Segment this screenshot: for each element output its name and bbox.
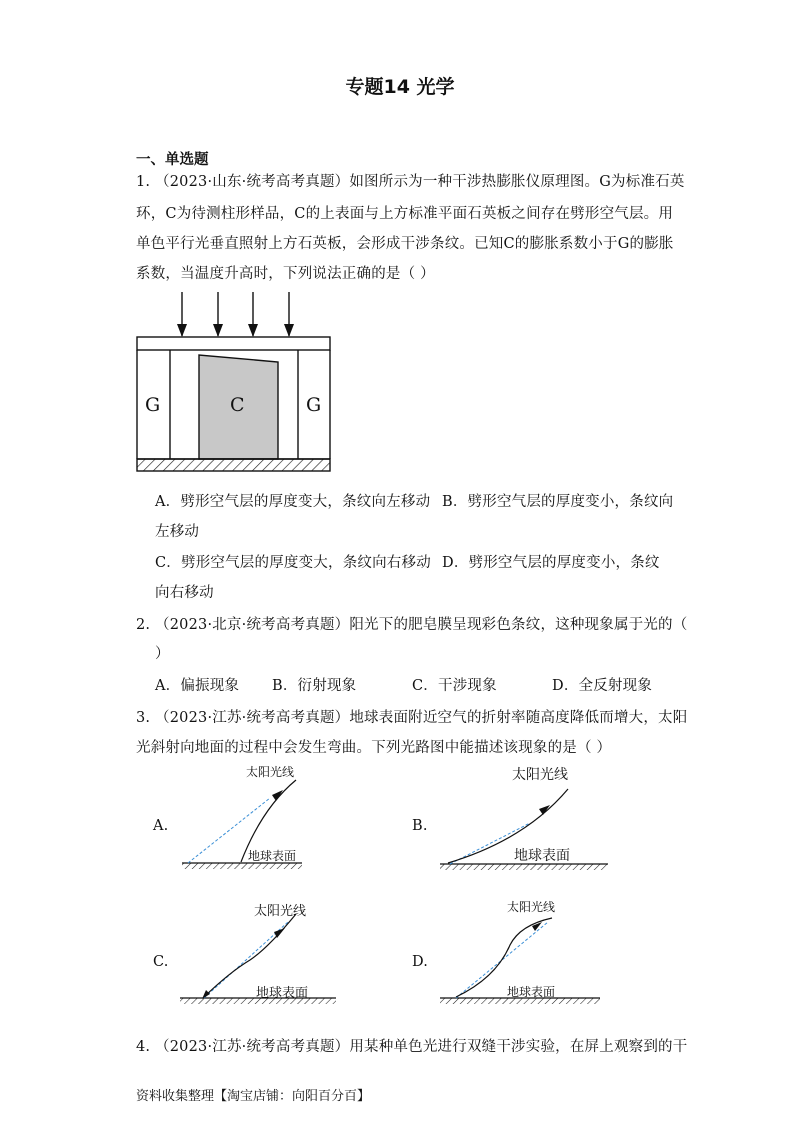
q2-line-1: 2. （2023·北京·统考高考真题）阳光下的肥皂膜呈现彩色条纹，这种现象属于光的（ (136, 617, 688, 633)
q1-option-b-cont: 左移动 (155, 524, 200, 540)
label-g-left: G (145, 394, 161, 416)
label-g-right: G (306, 394, 322, 416)
q3-fig-d-letter: D. (412, 954, 429, 970)
q3-fig-c-letter: C. (153, 954, 169, 970)
q1-option-b: B．劈形空气层的厚度变小，条纹向 (442, 494, 674, 510)
q3-fig-b-ground: 地球表面 (514, 848, 570, 864)
q3-line-2: 光斜射向地面的过程中会发生弯曲。下列光路图中能描述该现象的是（ ） (136, 740, 612, 756)
q2-option-b: B．衍射现象 (272, 678, 357, 694)
q1-option-d: D．劈形空气层的厚度变小，条纹 (442, 555, 660, 571)
q4-line-1: 4. （2023·江苏·统考高考真题）用某种单色光进行双缝干涉实验，在屏上观察到的干 (136, 1039, 688, 1055)
q3-fig-b-sun: 太阳光线 (512, 767, 568, 783)
q3-fig-a-letter: A. (153, 818, 169, 834)
label-c: C (230, 394, 245, 416)
q3-fig-c-sun: 太阳光线 (254, 904, 307, 919)
q1-line-2: 环，C为待测柱形样品，C的上表面与上方标准平面石英板之间存在劈形空气层。用 (136, 206, 674, 222)
q3-fig-b-letter: B. (412, 818, 428, 834)
page-title: 专题14 光学 (345, 76, 455, 98)
q3-fig-d-ground: 地球表面 (507, 985, 556, 999)
q3-fig-d-sun: 太阳光线 (507, 900, 556, 914)
q1-line-4: 系数，当温度升高时，下列说法正确的是（ ） (136, 266, 435, 282)
q1-option-a: A．劈形空气层的厚度变大，条纹向左移动 (155, 494, 431, 510)
q3-line-1: 3. （2023·江苏·统考高考真题）地球表面附近空气的折射率随高度降低而增大，太阳 (136, 710, 688, 726)
q2-option-a: A．偏振现象 (155, 678, 240, 694)
q2-option-c: C．干涉现象 (412, 678, 497, 694)
q2-option-d: D．全反射现象 (552, 678, 653, 694)
footer-note: 资料收集整理【淘宝店铺：向阳百分百】 (136, 1089, 371, 1104)
q3-fig-c-ground: 地球表面 (256, 986, 309, 1001)
q3-fig-a-sun: 太阳光线 (246, 765, 295, 779)
q2-line-2: ） (155, 646, 170, 662)
section-heading: 一、单选题 (136, 152, 209, 168)
q1-line-1: 1. （2023·山东·统考高考真题）如图所示为一种干涉热膨胀仪原理图。G为标准石英 (136, 174, 685, 190)
q1-option-c: C．劈形空气层的厚度变大，条纹向右移动 (155, 555, 431, 571)
q1-option-d-cont: 向右移动 (155, 585, 214, 601)
q1-line-3: 单色平行光垂直照射上方石英板，会形成干涉条纹。已知C的膨胀系数小于G的膨胀 (136, 236, 674, 252)
q3-fig-a-ground: 地球表面 (248, 849, 297, 863)
